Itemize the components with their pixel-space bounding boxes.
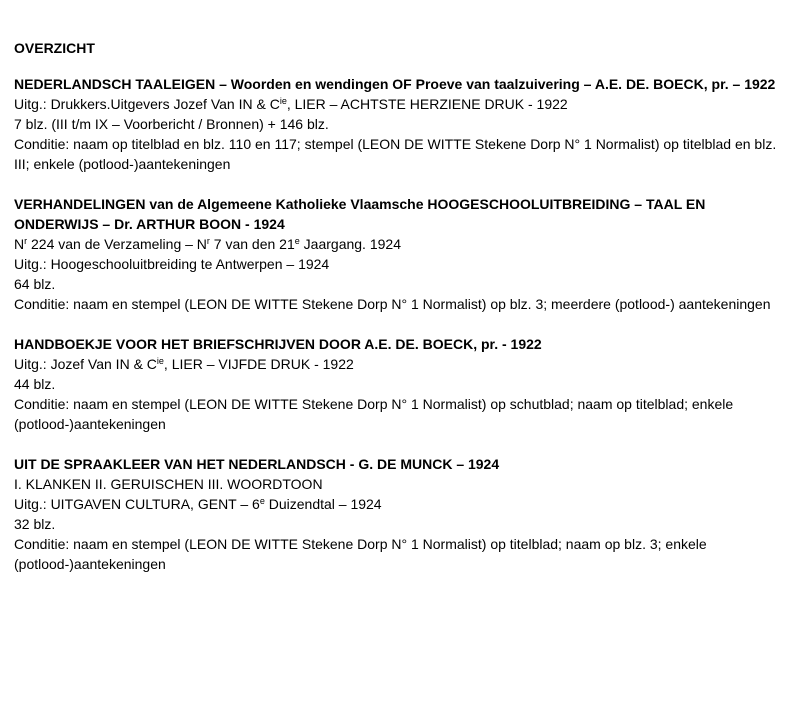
superscript: r <box>24 236 28 246</box>
condition-line: Conditie: naam op titelblad en blz. 110 en 117; stempel (LEON DE WITTE Stekene Dorp N° 1 Normalist) op titelblad en blz. III; enkele (potlood-)aantekeningen <box>14 136 777 172</box>
pages-line: 32 blz. <box>14 516 56 532</box>
condition-line: Conditie: naam en stempel (LEON DE WITTE Stekene Dorp N° 1 Normalist) op titelblad; naam op blz. 3; enkele (potlood-)aantekeningen <box>14 536 707 572</box>
entry-title: HANDBOEKJE VOOR HET BRIEFSCHRIJVEN DOOR A.E. DE. BOECK, pr. - 1922 <box>14 336 542 352</box>
publisher-line <box>14 494 792 514</box>
entry-title: NEDERLANDSCH TAALEIGEN – Woorden en wendingen OF Proeve van taalzuivering – A.E. DE. BOECK, pr. – 1922 <box>14 76 776 92</box>
condition-line: Conditie: naam en stempel (LEON DE WITTE Stekene Dorp N° 1 Normalist) op schutblad; naam op titelblad; enkele (potlood-)aantekeningen <box>14 396 734 432</box>
superscript: ie <box>156 356 164 366</box>
book-entry <box>14 194 792 314</box>
text-segment: Uitg.: Drukkers.Uitgevers Jozef Van IN & C <box>14 96 280 112</box>
pages-line: 44 blz. <box>14 376 56 392</box>
text-segment: Uitg.: Jozef Van IN & C <box>14 356 157 372</box>
condition-line: Conditie: naam en stempel (LEON DE WITTE Stekene Dorp N° 1 Normalist) op blz. 3; meerdere (potlood-) aantekeningen <box>14 296 771 312</box>
superscript: e <box>294 236 300 246</box>
book-entry <box>14 334 792 434</box>
pages-line: 64 blz. <box>14 276 56 292</box>
superscript: r <box>206 236 210 246</box>
series-line <box>14 234 792 254</box>
pages-line: 7 blz. (III t/m IX – Voorbericht / Bronnen) + 146 blz. <box>14 116 329 132</box>
entry-title: UIT DE SPRAAKLEER VAN HET NEDERLANDSCH - G. DE MUNCK – 1924 <box>14 456 500 472</box>
text-segment: Duizendtal – 1924 <box>264 496 382 512</box>
entry-title: VERHANDELINGEN van de Algemeene Katholieke Vlaamsche HOOGESCHOOLUITBREIDING – TAAL EN ONDERWIJS – Dr. ARTHUR BOON - 1924 <box>14 196 706 232</box>
publisher-line <box>14 354 792 374</box>
text-segment: 224 van de Verzameling – N <box>27 236 207 252</box>
text-segment: Jaargang. 1924 <box>299 236 401 252</box>
text-segment: 7 van den 21 <box>209 236 295 252</box>
text-segment: , LIER – ACHTSTE HERZIENE DRUK - 1922 <box>286 96 568 112</box>
book-entry <box>14 454 792 574</box>
book-entry <box>14 74 792 174</box>
publisher-line <box>14 94 792 114</box>
text-segment: , LIER – VIJFDE DRUK - 1922 <box>163 356 354 372</box>
text-segment: Uitg.: UITGAVEN CULTURA, GENT – 6 <box>14 496 260 512</box>
publisher-line: Uitg.: Hoogeschooluitbreiding te Antwerpen – 1924 <box>14 256 330 272</box>
superscript: ie <box>279 96 287 106</box>
superscript: e <box>259 496 265 506</box>
text-segment: N <box>14 236 25 252</box>
contents-line: I. KLANKEN II. GERUISCHEN III. WOORDTOON <box>14 476 323 492</box>
document-title: OVERZICHT <box>14 40 95 56</box>
